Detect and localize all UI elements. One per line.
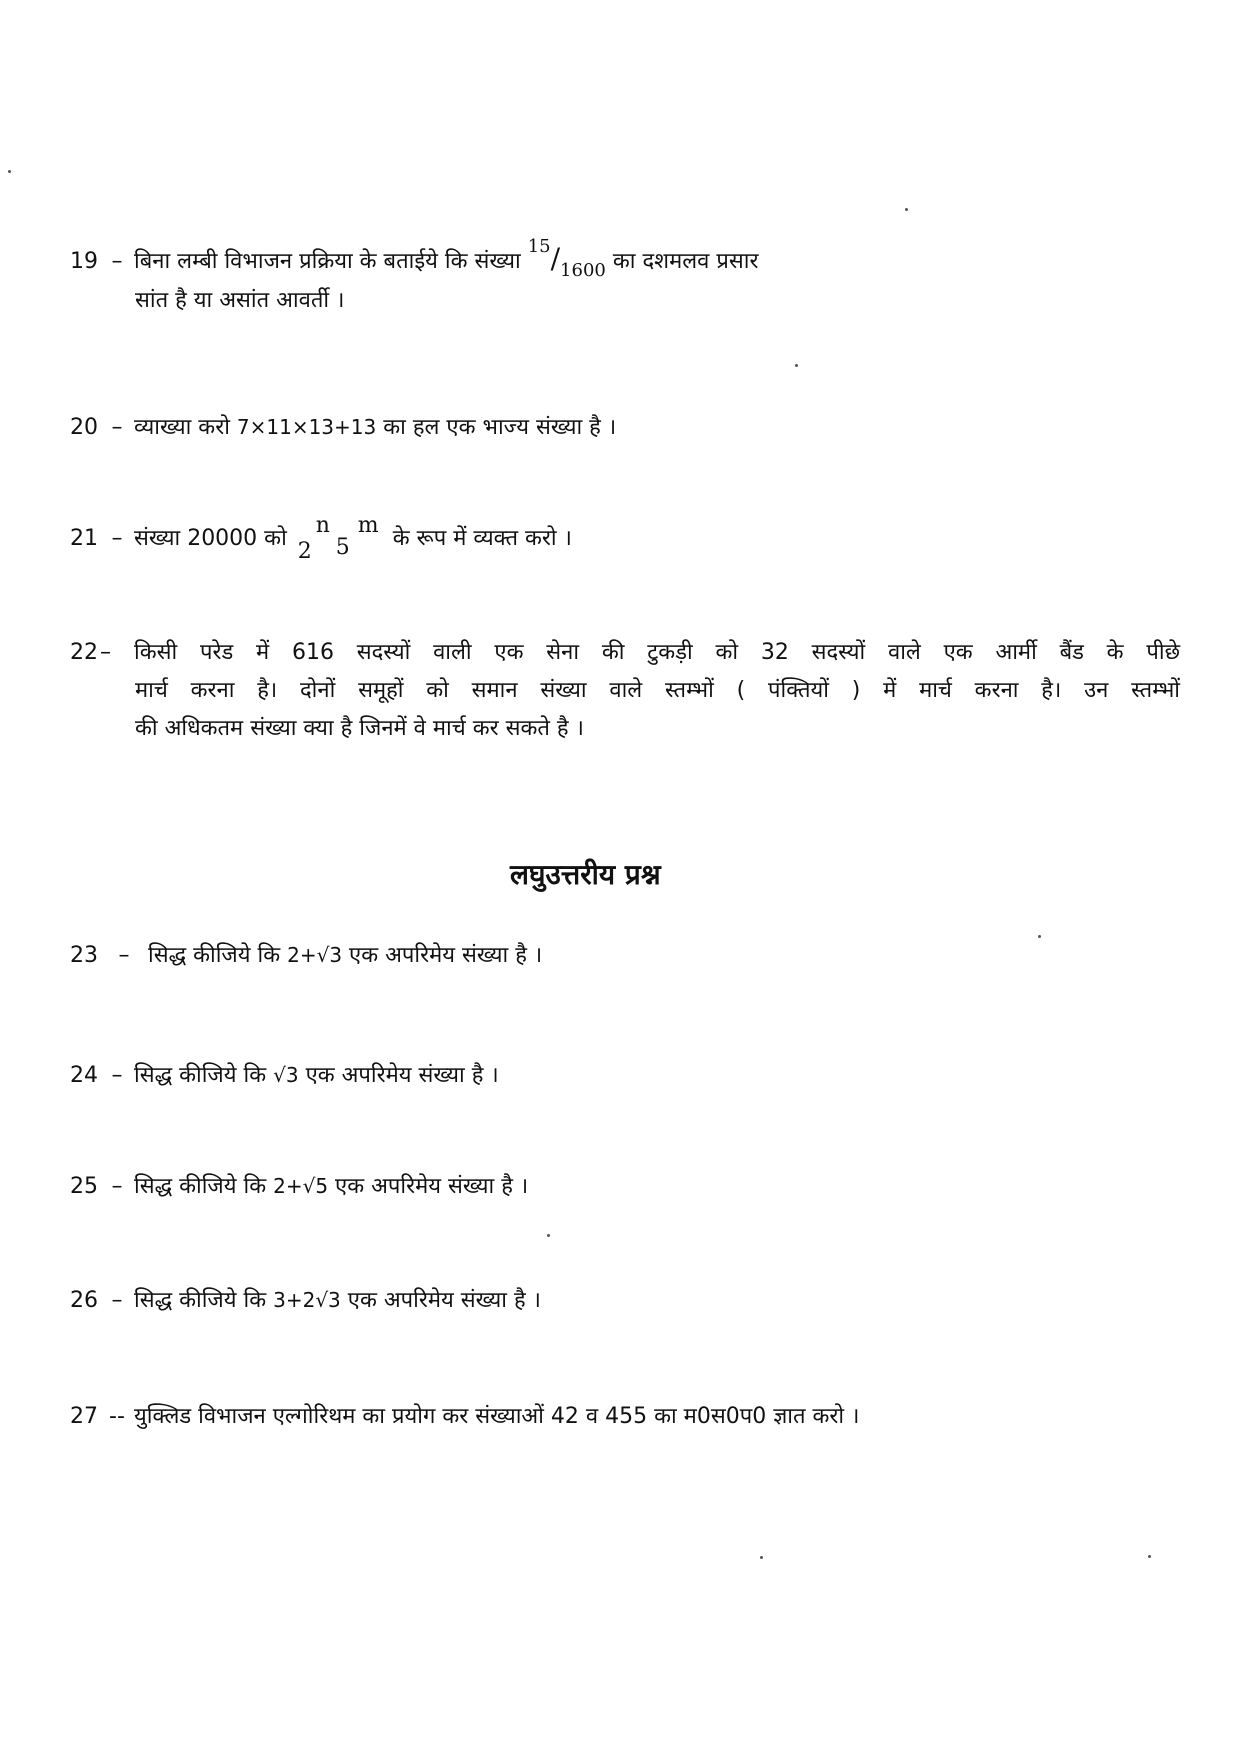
question-21 [70, 513, 572, 564]
scan-speck [905, 208, 908, 211]
question-26 [70, 1281, 541, 1320]
question-dash: -- [109, 1404, 125, 1429]
question-text: एक अपरिमेय संख्या है । [340, 1288, 541, 1313]
question-22-line3: की अधिकतम संख्या क्या है जिनमें वे मार्च कर सकते है । [135, 716, 584, 741]
question-24 [70, 1056, 499, 1095]
question-dash: – [111, 415, 123, 440]
question-23 [70, 936, 542, 975]
question-number: 23 [70, 943, 98, 968]
question-22 [70, 634, 1180, 748]
scan-speck [795, 364, 798, 367]
question-text: सिद्ध कीजिये कि [134, 1174, 274, 1199]
question-dash: – [111, 1063, 123, 1088]
power-expression [294, 513, 386, 564]
question-text: किसी परेड में 616 सदस्यों वाली एक सेना की टुकड़ी को 32 सदस्यों वाले एक आर्मी बैंड के पीछे [134, 640, 1180, 665]
math-expression: 2+√5 [273, 1174, 329, 1198]
math-expression: 2+√3 [287, 943, 343, 967]
scan-speck [1148, 1555, 1151, 1558]
power-exponent-1: n [315, 513, 330, 538]
question-dash: – [111, 1174, 123, 1199]
power-base-2: 5 [335, 535, 350, 560]
question-text: एक अपरिमेय संख्या है । [298, 1063, 499, 1088]
question-text: का हल एक भाज्य संख्या है । [376, 415, 617, 440]
math-expression: 7×11×13+13 [236, 415, 377, 439]
section-heading: लघुउत्तरीय प्रश्न [510, 858, 661, 891]
question-27 [70, 1398, 859, 1436]
question-text: संख्या 20000 को [134, 526, 294, 551]
question-20 [70, 408, 616, 447]
question-number: 25 [70, 1174, 98, 1199]
math-expression: 3+2√3 [273, 1288, 341, 1312]
question-number: 20 [70, 415, 98, 440]
question-text: व्याख्या करो [134, 415, 237, 440]
fraction-slash: / [550, 242, 561, 275]
question-text-line2: सांत है या असांत आवर्ती । [135, 288, 345, 313]
power-exponent-2: m [357, 513, 379, 538]
question-text: सिद्ध कीजिये कि [134, 1063, 274, 1088]
scan-speck [8, 170, 11, 173]
question-number: 22 [70, 640, 98, 665]
fraction-denominator: 1600 [560, 260, 606, 281]
fraction-numerator: 15 [527, 236, 551, 257]
question-22-line2: मार्च करना है। दोनों समूहों को समान संख्या वाले स्तम्भों ( पंक्तियों ) में मार्च करना है। उन स्तम्भों [135, 678, 1180, 703]
question-number: 19 [70, 249, 98, 274]
question-text: का दशमलव प्रसार [605, 249, 759, 274]
question-25 [70, 1167, 528, 1206]
scan-speck [547, 1234, 550, 1237]
question-dash: – [111, 1288, 123, 1313]
question-dash: – [100, 640, 111, 665]
question-19 [70, 236, 759, 320]
question-number: 21 [70, 526, 98, 551]
question-text: एक अपरिमेय संख्या है । [328, 1174, 529, 1199]
question-text: के रूप में व्यक्त करो । [385, 526, 572, 551]
question-text: युक्लिड विभाजन एल्गोरिथम का प्रयोग कर संख्याओं 42 व 455 का म0स0प0 ज्ञात करो । [134, 1404, 860, 1429]
question-text: सिद्ध कीजिये कि [134, 1288, 274, 1313]
question-text: एक अपरिमेय संख्या है । [342, 943, 543, 968]
question-dash: – [111, 249, 123, 274]
question-number: 27 [70, 1404, 98, 1429]
power-base-1: 2 [297, 539, 312, 564]
math-expression: √3 [273, 1063, 299, 1087]
scan-speck [1038, 935, 1041, 938]
question-dash: – [118, 943, 130, 968]
question-number: 26 [70, 1288, 98, 1313]
question-text: बिना लम्बी विभाजन प्रक्रिया के बताईये कि संख्या [134, 249, 528, 274]
scan-speck [760, 1556, 763, 1559]
question-dash: – [111, 526, 123, 551]
question-text: सिद्ध कीजिये कि [148, 943, 288, 968]
question-number: 24 [70, 1063, 98, 1088]
question-22-line1 [70, 634, 1180, 672]
